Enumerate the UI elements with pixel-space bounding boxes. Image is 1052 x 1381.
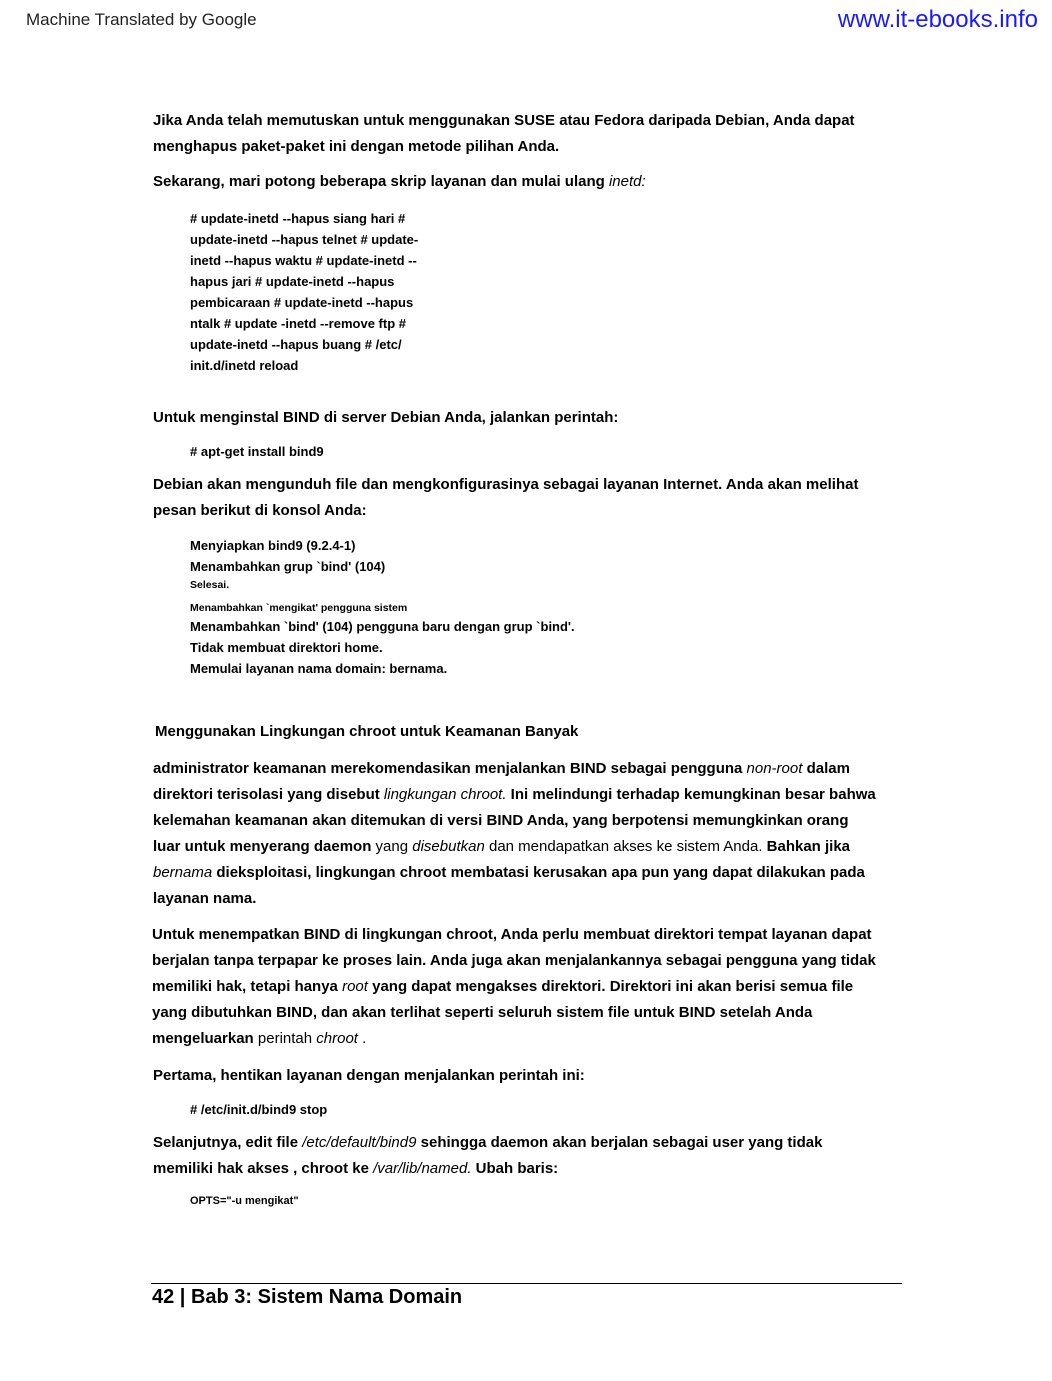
- paragraph-line: mengeluarkan perintah chroot .: [152, 1030, 367, 1047]
- paragraph-stop: Pertama, hentikan layanan dengan menjalankan perintah ini:: [153, 1067, 585, 1084]
- paragraph-text: Sekarang, mari potong beberapa skrip layanan dan mulai ulang: [153, 173, 609, 190]
- code-line: update-inetd --hapus buang # /etc/: [190, 337, 402, 352]
- paragraph-line: Jika Anda telah memutuskan untuk menggunakan SUSE atau Fedora daripada Debian, Anda dapat: [153, 112, 855, 129]
- header-site-link[interactable]: www.it-ebooks.info: [837, 6, 1038, 33]
- code-line: update-inetd --hapus telnet # update-: [190, 232, 419, 247]
- section-heading: Menggunakan Lingkungan chroot untuk Keamanan Banyak: [155, 723, 579, 740]
- paragraph-line: berjalan tanpa terpapar ke proses lain. Anda juga akan menjalankannya sebagai pengguna yang tidak: [152, 952, 876, 969]
- code-line: pembicaraan # update-inetd --hapus: [190, 295, 414, 310]
- paragraph-line: Selanjutnya, edit file /etc/default/bind9 sehingga daemon akan berjalan sebagai user yang tidak: [153, 1134, 823, 1151]
- paragraph-edit: [153, 1130, 822, 1182]
- inline-term: inetd:: [608, 173, 646, 190]
- paragraph-intro: [153, 108, 855, 160]
- paragraph-install: Untuk menginstal BIND di server Debian Anda, jalankan perintah:: [153, 409, 619, 426]
- page-footer: 42 | Bab 3: Sistem Nama Domain: [152, 1286, 463, 1308]
- console-line: Menambahkan `bind' (104) pengguna baru dengan grup `bind'.: [190, 619, 575, 634]
- paragraph-line: memiliki hak, tetapi hanya root yang dapat mengakses direktori. Direktori ini akan berisi semua file: [152, 978, 854, 995]
- paragraph-line: pesan berikut di konsol Anda:: [153, 502, 367, 519]
- paragraph-inetd: [153, 169, 646, 195]
- paragraph-line: Untuk menempatkan BIND di lingkungan chroot, Anda perlu membuat direktori tempat layanan dapat: [152, 926, 872, 943]
- console-line: Memulai layanan nama domain: bernama.: [190, 661, 448, 676]
- paragraph-debian: [153, 472, 858, 524]
- paragraph-chroot: [153, 756, 876, 912]
- paragraph-line: luar untuk menyerang daemon yang disebutkan dan mendapatkan akses ke sistem Anda. Bahkan jika: [153, 838, 851, 855]
- paragraph-line: administrator keamanan merekomendasikan menjalankan BIND sebagai pengguna non-root dalam: [153, 760, 850, 777]
- paragraph-line: layanan nama.: [153, 890, 257, 907]
- code-block-inetd: [190, 208, 418, 376]
- code-opts: OPTS="-u mengikat": [190, 1195, 299, 1207]
- code-apt-get: # apt-get install bind9: [190, 444, 324, 459]
- console-line: Tidak membuat direktori home.: [190, 640, 383, 655]
- code-line: inetd --hapus waktu # update-inetd --: [190, 253, 417, 268]
- paragraph-line: bernama dieksploitasi, lingkungan chroot membatasi kerusakan apa pun yang dapat dilakukan pada: [153, 864, 865, 881]
- console-line: Menambahkan `mengikat' pengguna sistem: [190, 602, 408, 614]
- paragraph-line: memiliki hak akses , chroot ke /var/lib/named. Ubah baris:: [153, 1160, 559, 1177]
- paragraph-line: Debian akan mengunduh file dan mengkonfigurasinya sebagai layanan Internet. Anda akan melihat: [153, 476, 859, 493]
- code-line: hapus jari # update-inetd --hapus: [190, 274, 395, 289]
- paragraph-line: kelemahan keamanan akan ditemukan di versi BIND Anda, yang berpotensi memungkinkan orang: [153, 812, 849, 829]
- footer-divider: [151, 1283, 902, 1284]
- console-line: Menyiapkan bind9 (9.2.4-1): [190, 538, 356, 553]
- paragraph-line: yang dibutuhkan BIND, dan akan terlihat seperti seluruh sistem file untuk BIND setelah Anda: [152, 1004, 813, 1021]
- paragraph-chroot-setup: [152, 922, 876, 1052]
- code-line: init.d/inetd reload: [190, 358, 299, 373]
- console-line: Selesai.: [190, 579, 230, 591]
- code-line: ntalk # update -inetd --remove ftp #: [190, 316, 406, 331]
- header-attribution: Machine Translated by Google: [26, 10, 257, 29]
- paragraph-line: menghapus paket-paket ini dengan metode pilihan Anda.: [153, 138, 560, 155]
- code-stop: # /etc/init.d/bind9 stop: [190, 1102, 328, 1117]
- code-line: # update-inetd --hapus siang hari #: [190, 211, 406, 226]
- console-line: Menambahkan grup `bind' (104): [190, 559, 386, 574]
- paragraph-line: direktori terisolasi yang disebut lingkungan chroot. Ini melindungi terhadap kemungkinan besar bahwa: [153, 786, 876, 803]
- console-output: [190, 535, 575, 679]
